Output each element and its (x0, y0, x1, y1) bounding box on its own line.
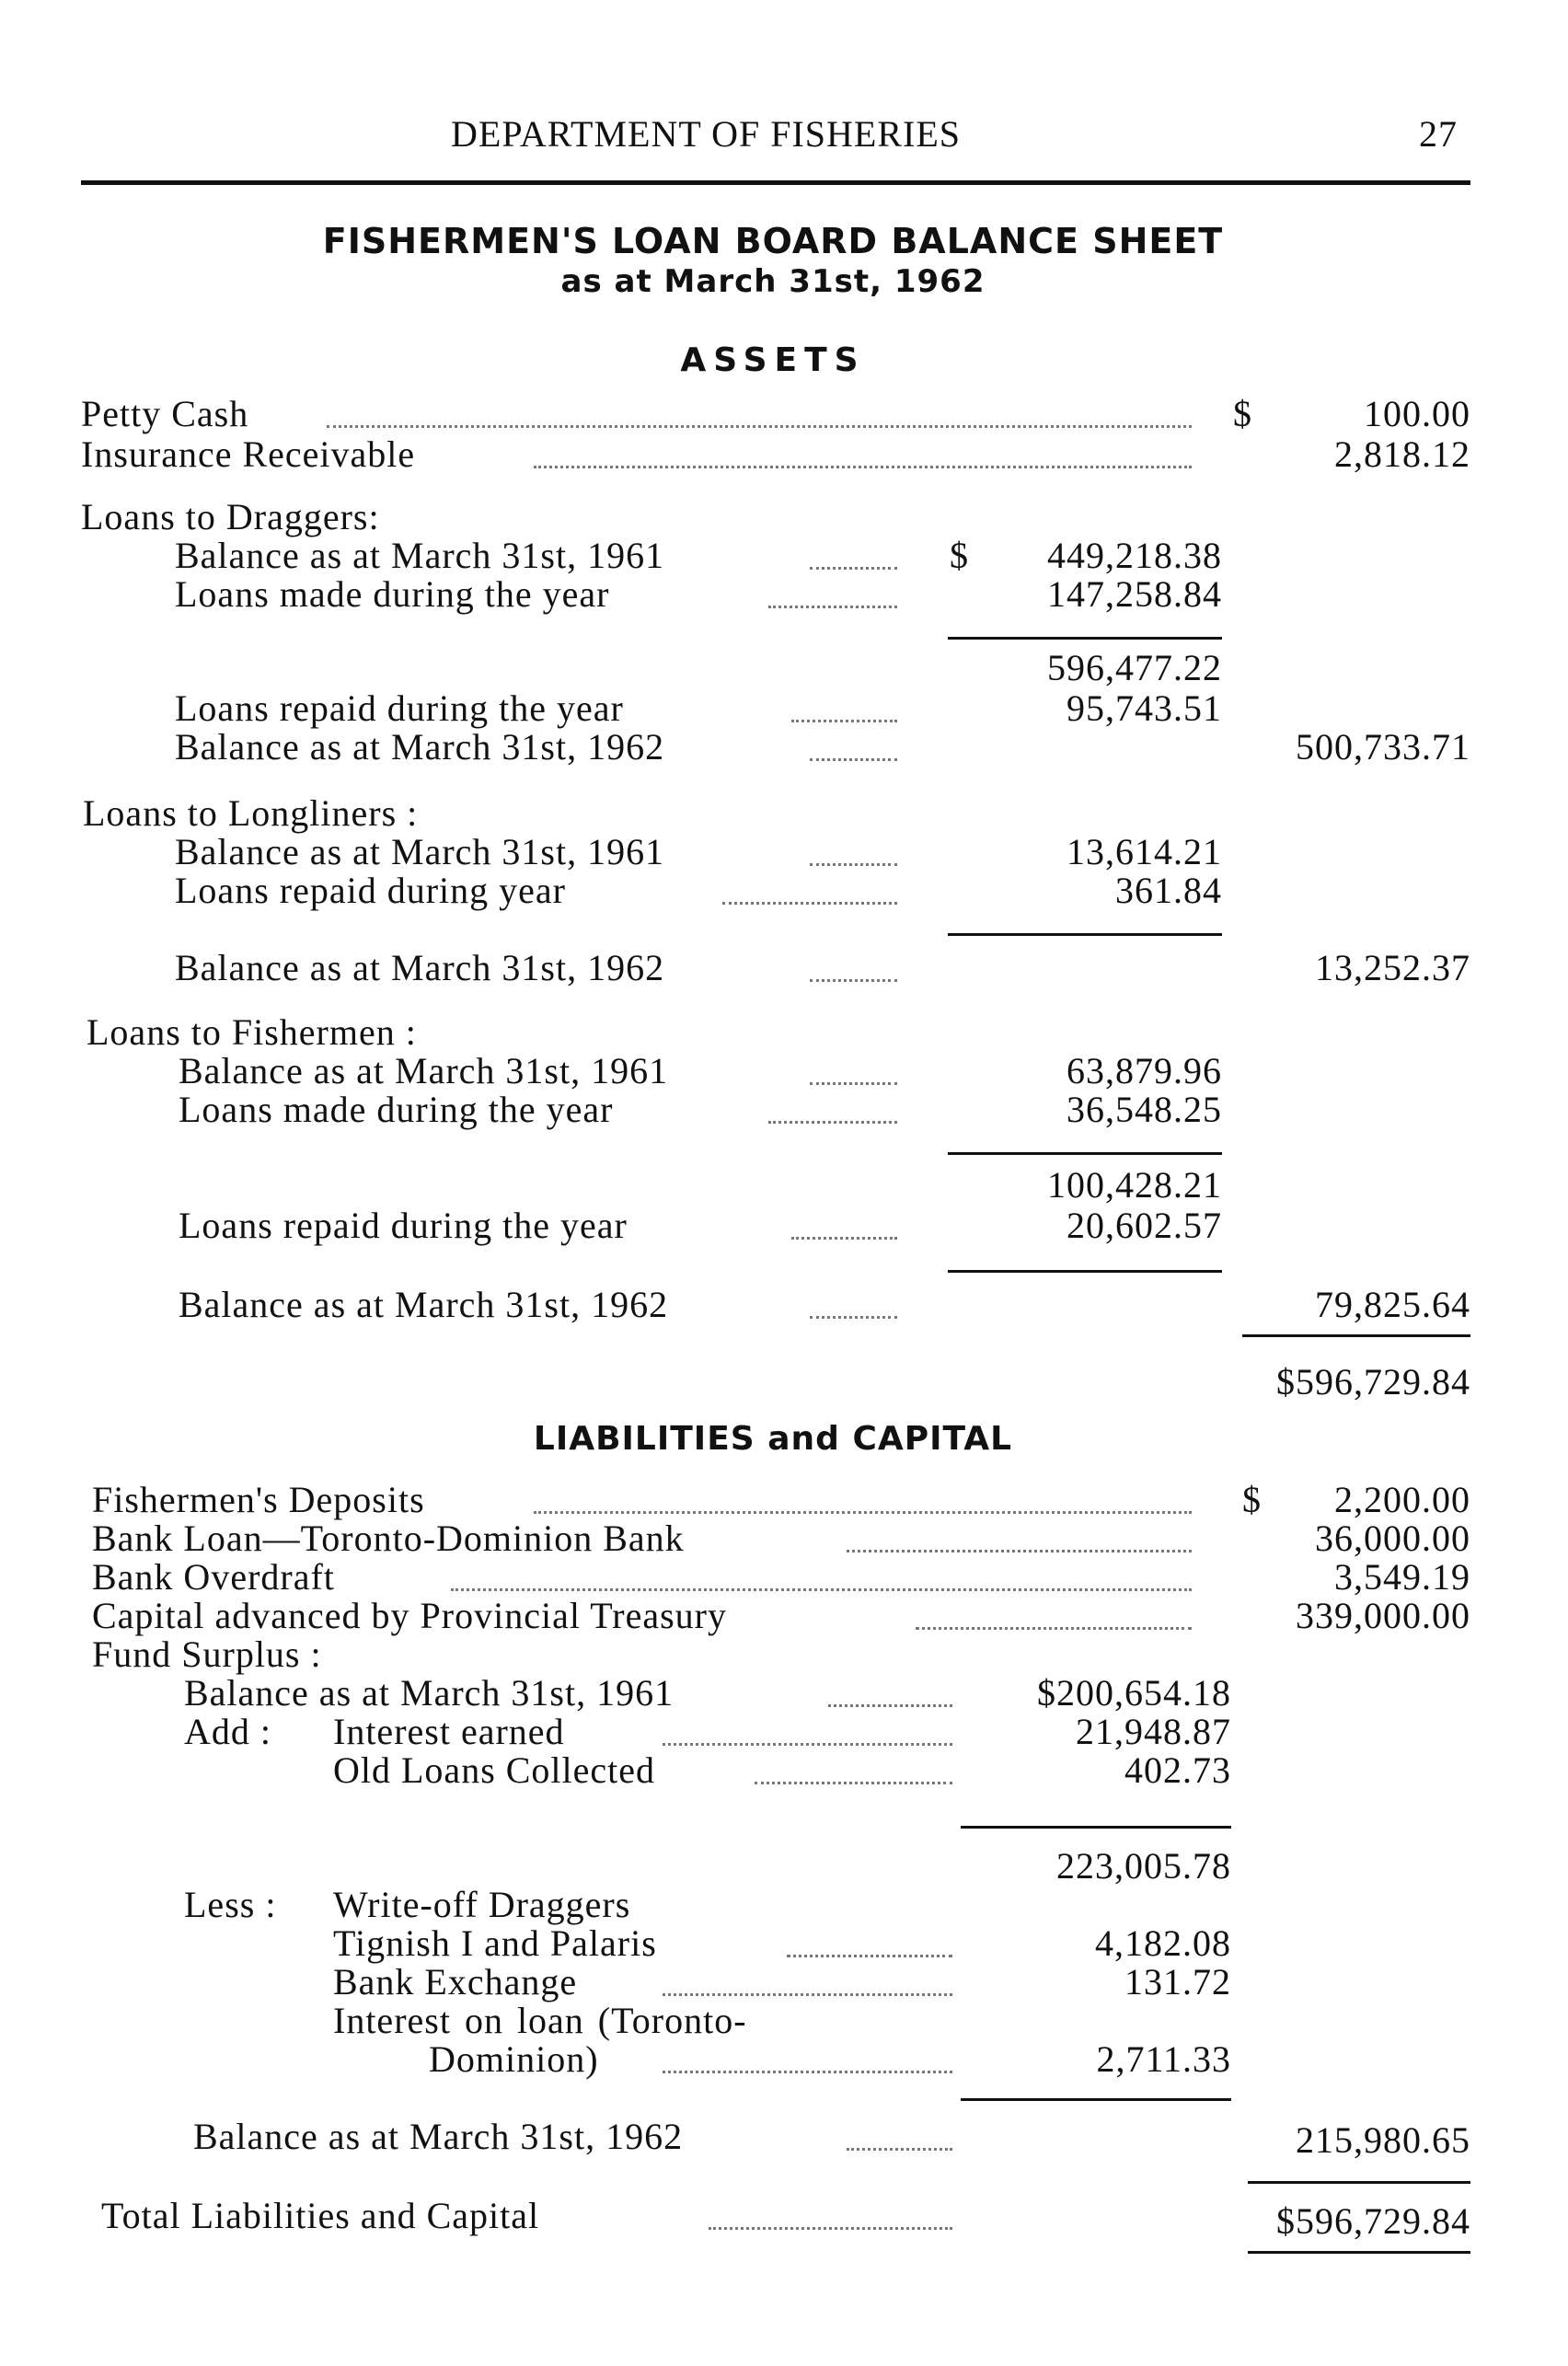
fund-bal-1961-value: $200,654.18 (1037, 1672, 1231, 1714)
fishermen-heading: Loans to Fishermen : (86, 1011, 417, 1053)
leader-dots (768, 1119, 897, 1124)
longliners-bal-1962-label: Balance as at March 31st, 1962 (175, 947, 665, 988)
leader-dots (791, 1235, 897, 1240)
subtotal-rule (961, 2098, 1231, 2101)
interest-loan-label-line1: Interest on loan (Toronto- (333, 2000, 747, 2041)
subtotal-rule (948, 1152, 1222, 1155)
insurance-value: 2,818.12 (1334, 433, 1470, 475)
subtotal-rule (948, 637, 1222, 640)
longliners-bal-1962-value: 13,252.37 (1315, 947, 1470, 988)
deposits-label: Fishermen's Deposits (92, 1479, 425, 1520)
deposits-value: 2,200.00 (1334, 1479, 1470, 1520)
liabilities-heading: LIABILITIES and CAPITAL (533, 1420, 1013, 1458)
longliners-repaid-value: 361.84 (1115, 870, 1222, 911)
draggers-bal-1962-label: Balance as at March 31st, 1962 (175, 726, 665, 768)
exchange-value: 131.72 (1124, 1961, 1231, 2002)
sheet-title: FISHERMEN'S LOAN BOARD BALANCE SHEET (322, 221, 1224, 261)
fishermen-made-value: 36,548.25 (1066, 1089, 1222, 1130)
subtotal-rule (961, 1826, 1231, 1829)
assets-heading: ASSETS (680, 341, 866, 379)
leader-dots (451, 1587, 1192, 1591)
fund-bal-1961-label: Balance as at March 31st, 1961 (184, 1672, 674, 1714)
fund-bal-1962-value: 215,980.65 (1296, 2119, 1470, 2161)
petty-cash-label: Petty Cash (81, 393, 249, 434)
total-liabilities-label: Total Liabilities and Capital (101, 2195, 540, 2236)
sheet-subtitle: as at March 31st, 1962 (560, 263, 986, 300)
leader-dots (810, 1314, 897, 1319)
total-rule (1248, 2181, 1470, 2184)
old-loans-label: Old Loans Collected (333, 1749, 656, 1791)
draggers-bal-1961-label: Balance as at March 31st, 1961 (175, 535, 665, 576)
interest-loan-value: 2,711.33 (1096, 2038, 1231, 2080)
leader-dots (755, 1780, 952, 1784)
exchange-label: Bank Exchange (333, 1961, 578, 2002)
insurance-label: Insurance Receivable (81, 433, 416, 475)
capital-value: 339,000.00 (1296, 1595, 1470, 1636)
subtotal-rule (948, 933, 1222, 936)
leader-dots (810, 977, 897, 982)
total-rule (1242, 1334, 1470, 1337)
leader-dots (327, 423, 1192, 428)
interest-loan-label-line2: Dominion) (429, 2038, 599, 2080)
capital-label: Capital advanced by Provincial Treasury (92, 1595, 727, 1636)
less-label: Less : (184, 1884, 277, 1925)
leader-dots (810, 756, 897, 761)
tignish-label: Tignish I and Palaris (333, 1922, 657, 1964)
interest-earned-value: 21,948.87 (1076, 1711, 1231, 1752)
leader-dots (534, 464, 1192, 468)
draggers-subtotal: 596,477.22 (1047, 647, 1222, 688)
running-title: DEPARTMENT OF FISHERIES (451, 113, 962, 155)
deposits-currency: $ (1242, 1479, 1262, 1520)
subtotal-rule (948, 1270, 1222, 1273)
leader-dots (709, 2225, 952, 2230)
add-label: Add : (184, 1711, 271, 1752)
leader-dots (810, 565, 897, 570)
draggers-repaid-value: 95,743.51 (1066, 687, 1222, 729)
leader-dots (791, 718, 897, 722)
draggers-made-label: Loans made during the year (175, 573, 610, 615)
tignish-value: 4,182.08 (1095, 1922, 1231, 1964)
fishermen-repaid-value: 20,602.57 (1066, 1205, 1222, 1246)
page-number: 27 (1419, 113, 1458, 155)
fishermen-bal-1961-label: Balance as at March 31st, 1961 (179, 1050, 669, 1091)
fund-bal-1962-label: Balance as at March 31st, 1962 (193, 2116, 684, 2157)
leader-dots (787, 1953, 952, 1957)
overdraft-label: Bank Overdraft (92, 1556, 335, 1598)
fishermen-made-label: Loans made during the year (179, 1089, 614, 1130)
leader-dots (722, 900, 897, 905)
fishermen-repaid-label: Loans repaid during the year (179, 1205, 628, 1246)
leader-dots (847, 1548, 1192, 1552)
leader-dots (663, 1741, 952, 1746)
assets-total: $596,729.84 (1276, 1361, 1470, 1402)
leader-dots (810, 1080, 897, 1085)
bank-loan-value: 36,000.00 (1315, 1518, 1470, 1559)
fund-subtotal: 223,005.78 (1056, 1845, 1231, 1887)
header-rule (81, 180, 1470, 185)
leader-dots (768, 604, 897, 608)
overdraft-value: 3,549.19 (1334, 1556, 1470, 1598)
fishermen-bal-1962-value: 79,825.64 (1315, 1284, 1470, 1325)
draggers-bal-1961-value: 449,218.38 (1047, 535, 1222, 576)
leader-dots (828, 1702, 952, 1707)
draggers-made-value: 147,258.84 (1047, 573, 1222, 615)
fishermen-bal-1962-label: Balance as at March 31st, 1962 (179, 1284, 669, 1325)
fishermen-subtotal: 100,428.21 (1047, 1164, 1222, 1206)
total-liabilities-value: $596,729.84 (1276, 2200, 1470, 2242)
leader-dots (810, 861, 897, 866)
double-rule (1248, 2251, 1470, 2254)
longliners-bal-1961-label: Balance as at March 31st, 1961 (175, 831, 665, 872)
longliners-heading: Loans to Longliners : (83, 792, 419, 834)
longliners-repaid-label: Loans repaid during year (175, 870, 566, 911)
leader-dots (663, 1991, 952, 1996)
petty-cash-value: 100.00 (1364, 393, 1470, 434)
draggers-bal-1962-value: 500,733.71 (1296, 726, 1470, 768)
fund-heading: Fund Surplus : (92, 1633, 322, 1675)
draggers-heading: Loans to Draggers: (81, 496, 380, 537)
interest-earned-label: Interest earned (333, 1711, 565, 1752)
leader-dots (534, 1509, 1192, 1514)
draggers-repaid-label: Loans repaid during the year (175, 687, 624, 729)
petty-cash-currency: $ (1233, 393, 1252, 434)
leader-dots (847, 2146, 952, 2151)
fishermen-bal-1961-value: 63,879.96 (1066, 1050, 1222, 1091)
draggers-currency: $ (950, 535, 969, 576)
leader-dots (916, 1625, 1192, 1630)
leader-dots (663, 2069, 952, 2073)
longliners-bal-1961-value: 13,614.21 (1066, 831, 1222, 872)
bank-loan-label: Bank Loan—Toronto-Dominion Bank (92, 1518, 685, 1559)
old-loans-value: 402.73 (1124, 1749, 1231, 1791)
writeoff-label: Write-off Draggers (333, 1884, 631, 1925)
